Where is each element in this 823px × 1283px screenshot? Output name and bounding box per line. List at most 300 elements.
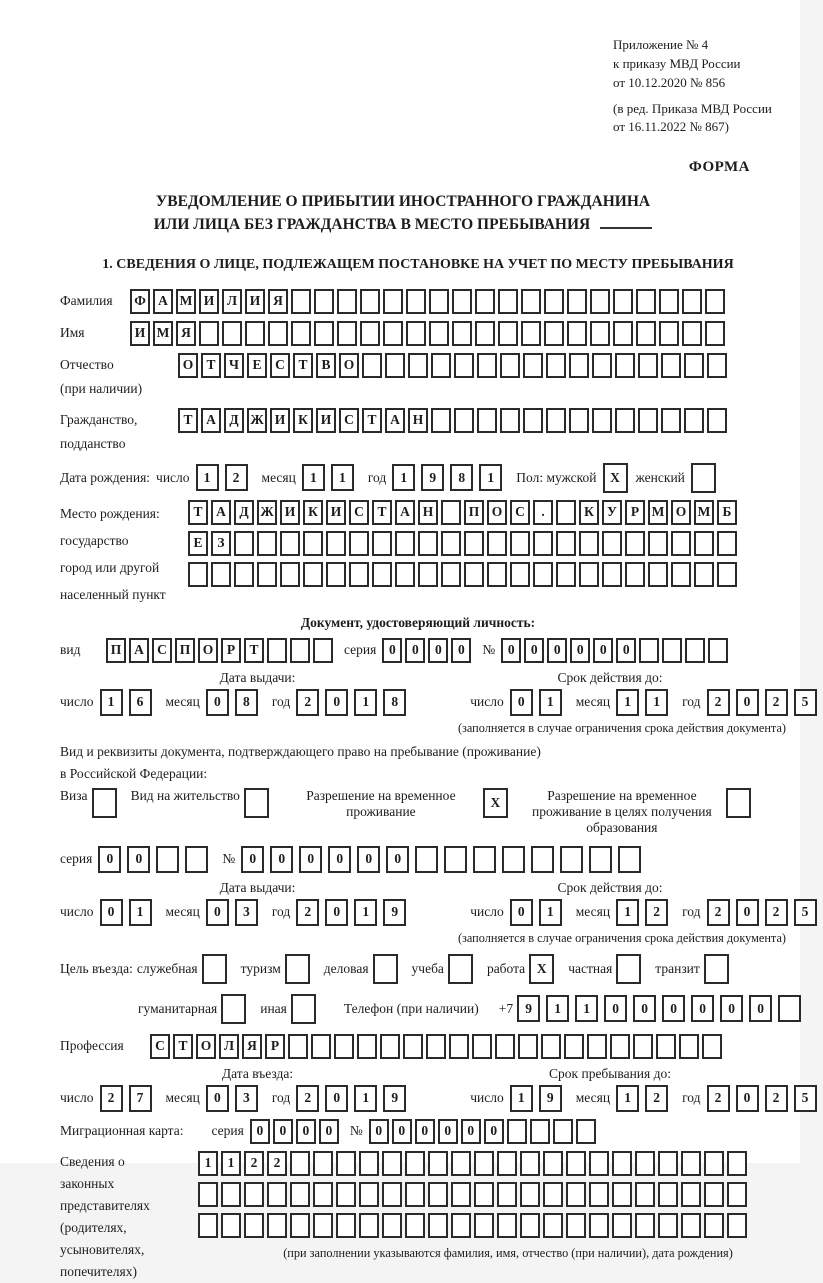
char-cell[interactable]	[362, 353, 382, 378]
residence-issue-day-cells[interactable]	[100, 899, 158, 926]
char-cell[interactable]	[635, 1151, 655, 1176]
char-cell[interactable]	[474, 1182, 494, 1207]
residence-number-cells[interactable]	[241, 846, 647, 873]
char-cell[interactable]	[592, 353, 612, 378]
char-cell[interactable]	[359, 1182, 379, 1207]
char-cell[interactable]	[290, 1213, 310, 1238]
char-cell[interactable]	[487, 562, 507, 587]
purpose-transit-checkbox[interactable]	[704, 954, 729, 984]
char-cell[interactable]	[303, 562, 323, 587]
visa-checkbox[interactable]	[92, 788, 117, 818]
char-cell[interactable]: И	[245, 289, 265, 314]
char-cell[interactable]: 2	[707, 899, 730, 926]
char-cell[interactable]	[615, 353, 635, 378]
char-cell[interactable]	[704, 954, 729, 984]
char-cell[interactable]	[533, 531, 553, 556]
char-cell[interactable]	[221, 994, 246, 1024]
char-cell[interactable]	[705, 289, 725, 314]
char-cell[interactable]: 0	[428, 638, 448, 663]
char-cell[interactable]	[360, 289, 380, 314]
char-cell[interactable]	[727, 1151, 747, 1176]
char-cell[interactable]	[502, 846, 525, 873]
char-cell[interactable]	[507, 1119, 527, 1144]
surname-cells[interactable]	[130, 289, 728, 314]
char-cell[interactable]	[521, 289, 541, 314]
char-cell[interactable]	[589, 846, 612, 873]
char-cell[interactable]	[635, 1213, 655, 1238]
char-cell[interactable]: 1	[510, 1085, 533, 1112]
char-cell[interactable]	[244, 1182, 264, 1207]
char-cell[interactable]	[705, 321, 725, 346]
char-cell[interactable]: Ч	[224, 353, 244, 378]
char-cell[interactable]	[495, 1034, 515, 1059]
char-cell[interactable]: 0	[273, 1119, 293, 1144]
char-cell[interactable]	[717, 531, 737, 556]
char-cell[interactable]	[658, 1213, 678, 1238]
char-cell[interactable]	[566, 1213, 586, 1238]
char-cell[interactable]	[633, 1034, 653, 1059]
temp-permit-checkbox[interactable]	[483, 788, 508, 818]
char-cell[interactable]: 5	[794, 899, 817, 926]
char-cell[interactable]	[441, 531, 461, 556]
char-cell[interactable]	[520, 1151, 540, 1176]
char-cell[interactable]: Т	[293, 353, 313, 378]
char-cell[interactable]: С	[510, 500, 530, 525]
char-cell[interactable]	[360, 321, 380, 346]
char-cell[interactable]: 2	[645, 1085, 668, 1112]
char-cell[interactable]	[383, 289, 403, 314]
char-cell[interactable]: 1	[129, 899, 152, 926]
char-cell[interactable]	[454, 353, 474, 378]
char-cell[interactable]: 0	[736, 689, 759, 716]
char-cell[interactable]: 0	[100, 899, 123, 926]
char-cell[interactable]: И	[270, 408, 290, 433]
char-cell[interactable]	[418, 531, 438, 556]
char-cell[interactable]	[612, 1213, 632, 1238]
char-cell[interactable]	[579, 531, 599, 556]
char-cell[interactable]: 0	[386, 846, 409, 873]
char-cell[interactable]: И	[280, 500, 300, 525]
char-cell[interactable]	[543, 1151, 563, 1176]
char-cell[interactable]	[615, 408, 635, 433]
char-cell[interactable]	[544, 321, 564, 346]
char-cell[interactable]: 0	[451, 638, 471, 663]
char-cell[interactable]	[211, 562, 231, 587]
doc-series-cells[interactable]	[382, 638, 474, 663]
char-cell[interactable]	[497, 1182, 517, 1207]
residence-issue-month-cells[interactable]	[206, 899, 264, 926]
char-cell[interactable]: 0	[691, 995, 714, 1022]
char-cell[interactable]	[679, 1034, 699, 1059]
char-cell[interactable]	[326, 562, 346, 587]
doc-expiry-day-cells[interactable]	[510, 689, 568, 716]
char-cell[interactable]: Т	[173, 1034, 193, 1059]
char-cell[interactable]	[638, 353, 658, 378]
char-cell[interactable]	[202, 954, 227, 984]
char-cell[interactable]	[285, 954, 310, 984]
sex-female-checkbox[interactable]	[691, 463, 716, 493]
char-cell[interactable]: О	[487, 500, 507, 525]
char-cell[interactable]: 0	[357, 846, 380, 873]
char-cell[interactable]	[613, 289, 633, 314]
char-cell[interactable]: 0	[405, 638, 425, 663]
char-cell[interactable]: К	[579, 500, 599, 525]
char-cell[interactable]: 0	[382, 638, 402, 663]
char-cell[interactable]	[431, 353, 451, 378]
char-cell[interactable]	[405, 1213, 425, 1238]
char-cell[interactable]	[451, 1182, 471, 1207]
char-cell[interactable]	[244, 788, 269, 818]
char-cell[interactable]	[694, 562, 714, 587]
char-cell[interactable]	[681, 1182, 701, 1207]
char-cell[interactable]	[257, 531, 277, 556]
char-cell[interactable]: 2	[267, 1151, 287, 1176]
char-cell[interactable]	[415, 846, 438, 873]
char-cell[interactable]	[222, 321, 242, 346]
char-cell[interactable]	[92, 788, 117, 818]
char-cell[interactable]: 1	[616, 689, 639, 716]
char-cell[interactable]: 0	[206, 1085, 229, 1112]
birth-place-row3-cells[interactable]	[188, 562, 740, 587]
char-cell[interactable]	[382, 1182, 402, 1207]
char-cell[interactable]	[337, 289, 357, 314]
char-cell[interactable]	[313, 638, 333, 663]
char-cell[interactable]: Ф	[130, 289, 150, 314]
birth-day-cells[interactable]	[196, 464, 254, 491]
char-cell[interactable]: С	[150, 1034, 170, 1059]
purpose-business-checkbox[interactable]	[373, 954, 398, 984]
char-cell[interactable]: 0	[616, 638, 636, 663]
char-cell[interactable]	[659, 289, 679, 314]
char-cell[interactable]: К	[303, 500, 323, 525]
char-cell[interactable]: 0	[206, 689, 229, 716]
char-cell[interactable]	[431, 408, 451, 433]
char-cell[interactable]	[556, 531, 576, 556]
representatives-row2-cells[interactable]	[198, 1182, 810, 1207]
char-cell[interactable]	[428, 1213, 448, 1238]
char-cell[interactable]: Р	[265, 1034, 285, 1059]
char-cell[interactable]: 5	[794, 689, 817, 716]
char-cell[interactable]	[497, 1151, 517, 1176]
char-cell[interactable]	[475, 321, 495, 346]
char-cell[interactable]: 0	[299, 846, 322, 873]
char-cell[interactable]	[613, 321, 633, 346]
char-cell[interactable]	[704, 1213, 724, 1238]
representatives-row3-cells[interactable]	[198, 1213, 810, 1238]
char-cell[interactable]: Н	[418, 500, 438, 525]
char-cell[interactable]: 0	[328, 846, 351, 873]
char-cell[interactable]	[520, 1213, 540, 1238]
char-cell[interactable]: 0	[206, 899, 229, 926]
char-cell[interactable]: Т	[201, 353, 221, 378]
char-cell[interactable]: 1	[354, 1085, 377, 1112]
char-cell[interactable]	[498, 321, 518, 346]
char-cell[interactable]	[510, 531, 530, 556]
char-cell[interactable]	[198, 1182, 218, 1207]
char-cell[interactable]	[156, 846, 179, 873]
char-cell[interactable]	[288, 1034, 308, 1059]
char-cell[interactable]: С	[339, 408, 359, 433]
char-cell[interactable]: В	[316, 353, 336, 378]
char-cell[interactable]	[523, 408, 543, 433]
entry-day-cells[interactable]	[100, 1085, 158, 1112]
char-cell[interactable]: Л	[222, 289, 242, 314]
char-cell[interactable]	[727, 1213, 747, 1238]
char-cell[interactable]	[579, 562, 599, 587]
char-cell[interactable]	[408, 353, 428, 378]
char-cell[interactable]: М	[176, 289, 196, 314]
char-cell[interactable]: О	[178, 353, 198, 378]
char-cell[interactable]	[556, 562, 576, 587]
char-cell[interactable]	[477, 408, 497, 433]
char-cell[interactable]	[661, 408, 681, 433]
char-cell[interactable]: 0	[270, 846, 293, 873]
char-cell[interactable]: 1	[479, 464, 502, 491]
char-cell[interactable]: 3	[235, 899, 258, 926]
char-cell[interactable]: 1	[539, 899, 562, 926]
char-cell[interactable]	[510, 562, 530, 587]
char-cell[interactable]: Я	[268, 289, 288, 314]
phone-cells[interactable]	[517, 995, 807, 1022]
char-cell[interactable]	[602, 562, 622, 587]
char-cell[interactable]: 2	[765, 1085, 788, 1112]
doc-issue-year-cells[interactable]	[296, 689, 412, 716]
char-cell[interactable]	[473, 846, 496, 873]
char-cell[interactable]: И	[326, 500, 346, 525]
purpose-humanitarian-checkbox[interactable]	[221, 994, 246, 1024]
char-cell[interactable]	[313, 1151, 333, 1176]
char-cell[interactable]	[268, 321, 288, 346]
char-cell[interactable]	[372, 562, 392, 587]
char-cell[interactable]	[658, 1151, 678, 1176]
char-cell[interactable]	[452, 321, 472, 346]
char-cell[interactable]	[541, 1034, 561, 1059]
firstname-cells[interactable]	[130, 321, 728, 346]
char-cell[interactable]: С	[152, 638, 172, 663]
char-cell[interactable]: 1	[539, 689, 562, 716]
char-cell[interactable]: 9	[539, 1085, 562, 1112]
doc-number-cells[interactable]	[501, 638, 731, 663]
char-cell[interactable]: С	[349, 500, 369, 525]
char-cell[interactable]: О	[339, 353, 359, 378]
char-cell[interactable]	[590, 289, 610, 314]
char-cell[interactable]	[648, 531, 668, 556]
char-cell[interactable]	[349, 562, 369, 587]
char-cell[interactable]	[244, 1213, 264, 1238]
char-cell[interactable]	[682, 289, 702, 314]
char-cell[interactable]	[449, 1034, 469, 1059]
residence-expiry-day-cells[interactable]	[510, 899, 568, 926]
char-cell[interactable]: 1	[302, 464, 325, 491]
char-cell[interactable]: X	[529, 954, 554, 984]
char-cell[interactable]	[592, 408, 612, 433]
char-cell[interactable]: 2	[765, 899, 788, 926]
char-cell[interactable]	[684, 353, 704, 378]
char-cell[interactable]: 1	[392, 464, 415, 491]
residence-expiry-month-cells[interactable]	[616, 899, 674, 926]
char-cell[interactable]: 1	[575, 995, 598, 1022]
char-cell[interactable]	[681, 1151, 701, 1176]
char-cell[interactable]	[188, 562, 208, 587]
char-cell[interactable]: 1	[198, 1151, 218, 1176]
char-cell[interactable]	[778, 995, 801, 1022]
char-cell[interactable]	[567, 289, 587, 314]
char-cell[interactable]: О	[196, 1034, 216, 1059]
char-cell[interactable]	[303, 531, 323, 556]
char-cell[interactable]	[556, 500, 576, 525]
char-cell[interactable]	[452, 289, 472, 314]
char-cell[interactable]	[291, 321, 311, 346]
purpose-private-checkbox[interactable]	[616, 954, 641, 984]
char-cell[interactable]: 5	[794, 1085, 817, 1112]
char-cell[interactable]	[337, 321, 357, 346]
char-cell[interactable]: 3	[235, 1085, 258, 1112]
char-cell[interactable]: Ж	[247, 408, 267, 433]
char-cell[interactable]	[487, 531, 507, 556]
char-cell[interactable]: А	[201, 408, 221, 433]
char-cell[interactable]	[587, 1034, 607, 1059]
char-cell[interactable]: 0	[593, 638, 613, 663]
char-cell[interactable]	[661, 353, 681, 378]
char-cell[interactable]	[405, 1182, 425, 1207]
char-cell[interactable]	[685, 638, 705, 663]
char-cell[interactable]	[383, 321, 403, 346]
char-cell[interactable]: Е	[247, 353, 267, 378]
migration-number-cells[interactable]	[369, 1119, 599, 1144]
char-cell[interactable]: 8	[383, 689, 406, 716]
char-cell[interactable]	[635, 1182, 655, 1207]
char-cell[interactable]	[372, 531, 392, 556]
char-cell[interactable]	[636, 321, 656, 346]
char-cell[interactable]: 9	[421, 464, 444, 491]
char-cell[interactable]	[313, 1182, 333, 1207]
citizenship-cells[interactable]	[178, 408, 730, 433]
char-cell[interactable]	[280, 531, 300, 556]
char-cell[interactable]	[451, 1151, 471, 1176]
char-cell[interactable]: Н	[408, 408, 428, 433]
char-cell[interactable]	[662, 638, 682, 663]
char-cell[interactable]: 2	[296, 689, 319, 716]
char-cell[interactable]	[464, 531, 484, 556]
char-cell[interactable]: 0	[241, 846, 264, 873]
char-cell[interactable]: Т	[372, 500, 392, 525]
char-cell[interactable]: М	[694, 500, 714, 525]
char-cell[interactable]	[612, 1182, 632, 1207]
char-cell[interactable]	[199, 321, 219, 346]
char-cell[interactable]: Л	[219, 1034, 239, 1059]
char-cell[interactable]: 1	[331, 464, 354, 491]
char-cell[interactable]: X	[483, 788, 508, 818]
char-cell[interactable]	[474, 1151, 494, 1176]
char-cell[interactable]: А	[395, 500, 415, 525]
char-cell[interactable]	[448, 954, 473, 984]
char-cell[interactable]	[553, 1119, 573, 1144]
char-cell[interactable]	[380, 1034, 400, 1059]
char-cell[interactable]	[610, 1034, 630, 1059]
char-cell[interactable]	[336, 1213, 356, 1238]
doc-issue-month-cells[interactable]	[206, 689, 264, 716]
char-cell[interactable]	[639, 638, 659, 663]
char-cell[interactable]	[464, 562, 484, 587]
char-cell[interactable]: 0	[749, 995, 772, 1022]
char-cell[interactable]	[349, 531, 369, 556]
char-cell[interactable]: 0	[392, 1119, 412, 1144]
char-cell[interactable]	[267, 638, 287, 663]
char-cell[interactable]	[659, 321, 679, 346]
doc-expiry-month-cells[interactable]	[616, 689, 674, 716]
char-cell[interactable]: П	[175, 638, 195, 663]
char-cell[interactable]	[441, 500, 461, 525]
char-cell[interactable]: А	[211, 500, 231, 525]
residence-permit-checkbox[interactable]	[244, 788, 269, 818]
char-cell[interactable]	[564, 1034, 584, 1059]
char-cell[interactable]: 0	[325, 899, 348, 926]
char-cell[interactable]	[500, 408, 520, 433]
char-cell[interactable]	[566, 1151, 586, 1176]
char-cell[interactable]: 0	[325, 1085, 348, 1112]
char-cell[interactable]	[707, 408, 727, 433]
char-cell[interactable]	[708, 638, 728, 663]
char-cell[interactable]	[426, 1034, 446, 1059]
char-cell[interactable]	[694, 531, 714, 556]
char-cell[interactable]	[357, 1034, 377, 1059]
char-cell[interactable]	[618, 846, 641, 873]
char-cell[interactable]	[691, 463, 716, 493]
char-cell[interactable]	[403, 1034, 423, 1059]
char-cell[interactable]	[707, 353, 727, 378]
char-cell[interactable]	[638, 408, 658, 433]
char-cell[interactable]: 7	[129, 1085, 152, 1112]
char-cell[interactable]	[291, 994, 316, 1024]
char-cell[interactable]: Р	[221, 638, 241, 663]
char-cell[interactable]	[291, 289, 311, 314]
char-cell[interactable]: 0	[369, 1119, 389, 1144]
char-cell[interactable]	[280, 562, 300, 587]
char-cell[interactable]: 2	[100, 1085, 123, 1112]
char-cell[interactable]	[267, 1182, 287, 1207]
purpose-official-checkbox[interactable]	[202, 954, 227, 984]
char-cell[interactable]	[543, 1213, 563, 1238]
char-cell[interactable]	[523, 353, 543, 378]
char-cell[interactable]: 2	[244, 1151, 264, 1176]
doc-issue-day-cells[interactable]	[100, 689, 158, 716]
char-cell[interactable]	[530, 1119, 550, 1144]
edu-permit-checkbox[interactable]	[726, 788, 751, 818]
char-cell[interactable]: П	[106, 638, 126, 663]
char-cell[interactable]	[704, 1151, 724, 1176]
char-cell[interactable]	[544, 289, 564, 314]
char-cell[interactable]: 0	[501, 638, 521, 663]
char-cell[interactable]: 0	[604, 995, 627, 1022]
char-cell[interactable]	[221, 1213, 241, 1238]
char-cell[interactable]	[717, 562, 737, 587]
char-cell[interactable]	[451, 1213, 471, 1238]
purpose-study-checkbox[interactable]	[448, 954, 473, 984]
char-cell[interactable]: Ж	[257, 500, 277, 525]
char-cell[interactable]: 9	[383, 899, 406, 926]
char-cell[interactable]	[498, 289, 518, 314]
char-cell[interactable]: 1	[354, 689, 377, 716]
char-cell[interactable]: Т	[188, 500, 208, 525]
char-cell[interactable]	[704, 1182, 724, 1207]
char-cell[interactable]: 0	[484, 1119, 504, 1144]
char-cell[interactable]: У	[602, 500, 622, 525]
char-cell[interactable]	[602, 531, 622, 556]
char-cell[interactable]	[560, 846, 583, 873]
char-cell[interactable]: О	[671, 500, 691, 525]
char-cell[interactable]	[684, 408, 704, 433]
char-cell[interactable]	[589, 1151, 609, 1176]
